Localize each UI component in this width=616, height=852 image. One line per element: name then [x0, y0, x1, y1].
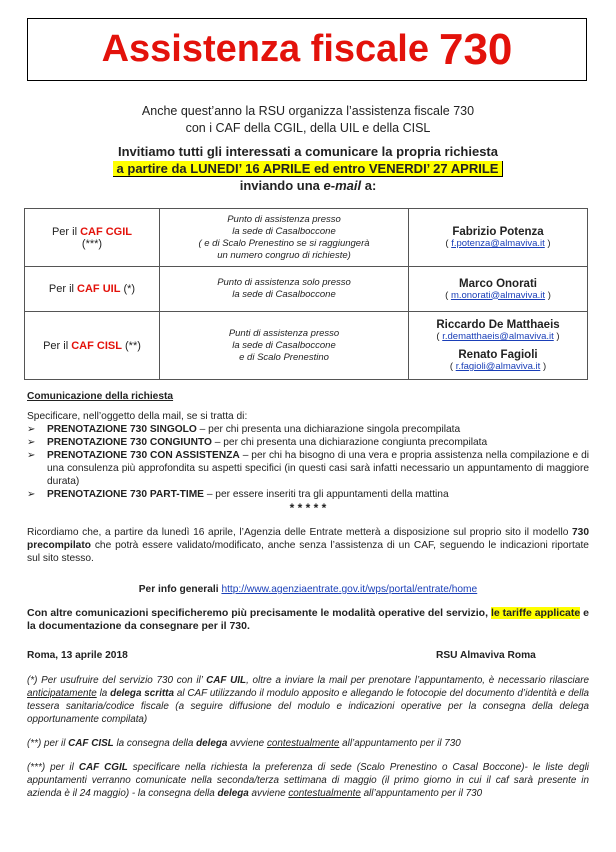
caf-cisl-location: Punti di assistenza presso la sede di Casalboccone e di Scalo Prenestino — [160, 312, 409, 380]
caf-uil-location: Punto di assistenza solo presso la sede di Casalboccone — [160, 267, 409, 312]
table-row — [25, 209, 588, 267]
email-link[interactable]: r.dematthaeis@almaviva.it — [442, 331, 554, 342]
caf-uil-contact: Marco Onorati ( m.onorati@almaviva.it ) — [409, 267, 588, 312]
invite-dates: a partire da LUNEDI’ 16 APRILE ed entro VENERDI’ 27 APRILE — [113, 161, 504, 177]
intro — [0, 103, 616, 137]
caf-table — [24, 208, 588, 380]
email-link[interactable]: r.fagioli@almaviva.it — [455, 361, 541, 372]
place-date: Roma, 13 aprile 2018 — [27, 650, 128, 661]
note-cisl: (**) per il CAF CISL la consegna della delega avviene contestualmente all’appuntamento per il 730 — [27, 738, 461, 749]
invite-line-3: inviando una e-mail a: — [239, 178, 377, 193]
list-item: ➢ PRENOTAZIONE 730 CON ASSISTENZA – per chi ha bisogno di una vera e propria assistenza nella compilazione e di una consulenza più approfondita su aspetti specifici (in questi casi sarà infatti necessario un appuntamento di maggiore durata) — [27, 450, 589, 487]
prenotazione-list — [27, 423, 589, 501]
sender: RSU Almaviva Roma — [436, 650, 536, 661]
page-title: Assistenza fiscale — [101, 28, 429, 70]
info-line: Per info generali http://www.agenziaentrate.gov.it/wps/portal/entrate/home — [138, 584, 478, 595]
intro-line-2: con i CAF della CGIL, della UIL e della CISL — [185, 121, 431, 135]
ricordiamo-paragraph: Ricordiamo che, a partire da lunedì 16 aprile, l’Agenzia delle Entrate metterà a disposizione sul proprio sito il modello 730 precompilato che potrà essere validato/modificato, anche senza l’assistenza di un CAF, seguendo le indicazioni riportate sul sito stesso. — [27, 527, 589, 564]
comunicazione-intro: Specificare, nell’oggetto della mail, se si tratta di: — [27, 411, 248, 422]
arrow-bullet-icon: ➢ — [27, 424, 36, 435]
list-item: ➢ PRENOTAZIONE 730 PART-TIME – per essere inseriti tra gli appuntamenti della mattina — [27, 489, 449, 500]
tariffe-highlight: le tariffe applicate — [490, 607, 581, 619]
altre-paragraph: Con altre comunicazioni specificheremo più precisamente le modalità operative del servizio, le tariffe applicate e la documentazione da consegnare per il 730. — [27, 607, 589, 632]
table-row — [25, 312, 588, 380]
caf-cisl-contact: Riccardo De Matthaeis ( r.dematthaeis@almaviva.it ) Renato Fagioli ( r.fagioli@almaviva.it ) — [409, 312, 588, 380]
stars-divider: * * * * * — [289, 501, 327, 515]
invite — [0, 143, 616, 194]
arrow-bullet-icon: ➢ — [27, 450, 36, 461]
page-title-number: 730 — [438, 24, 513, 74]
arrow-bullet-icon: ➢ — [27, 489, 36, 500]
caf-cgil-cell: Per il CAF CGIL (***) — [25, 209, 160, 267]
email-link[interactable]: f.potenza@almaviva.it — [451, 238, 545, 249]
arrow-bullet-icon: ➢ — [27, 437, 36, 448]
note-cgil: (***) per il CAF CGIL specificare nella richiesta la preferenza di sede (Scalo Prenestino o Casal Boccone)- le liste degli appuntamenti verranno comunicate nella seconda/terza settimana di maggio (il primo giorno in cui il caf sarà presente in azienda è il 24 maggio) - la consegna della delega avviene contestualmente all’appuntamento per il 730 — [27, 762, 589, 799]
caf-cgil-contact: Fabrizio Potenza ( f.potenza@almaviva.it ) — [409, 209, 588, 267]
caf-uil-cell: Per il CAF UIL (*) — [25, 267, 160, 312]
table-row — [25, 267, 588, 312]
caf-cisl-cell: Per il CAF CISL (**) — [25, 312, 160, 380]
intro-line-1: Anche quest’anno la RSU organizza l’assistenza fiscale 730 — [141, 104, 475, 118]
list-item: ➢ PRENOTAZIONE 730 SINGOLO – per chi presenta una dichiarazione singola precompilata — [27, 424, 461, 435]
title-box — [27, 18, 587, 81]
email-link[interactable]: m.onorati@almaviva.it — [450, 289, 546, 301]
info-link[interactable]: http://www.agenziaentrate.gov.it/wps/portal/entrate/home — [221, 584, 478, 595]
note-uil: (*) Per usufruire del servizio 730 con il’ CAF UIL, oltre a inviare la mail per prenotare l’appuntamento, è necessario rilasciare anticipatamente la delega scritta al CAF utilizzando il modulo apposito e allegando le fotocopie del documento d’identità e della tessera sanitaria/codice fiscale (a seguire diffusione del modulo e indicazioni operative per la consegna della delega opportunamente compilata) — [27, 675, 590, 725]
comunicazione-heading: Comunicazione della richiesta — [27, 391, 174, 402]
caf-cgil-location: Punto di assistenza presso la sede di Casalboccone ( e di Scalo Prenestino se si raggiungerà un numero congruo di richieste) — [160, 209, 409, 267]
invite-line-1: Invitiamo tutti gli interessati a comunicare la propria richiesta — [118, 144, 498, 159]
list-item: ➢ PRENOTAZIONE 730 CONGIUNTO – per chi presenta una dichiarazione congiunta precompilata — [27, 437, 488, 448]
comunicazione-section — [27, 390, 589, 515]
